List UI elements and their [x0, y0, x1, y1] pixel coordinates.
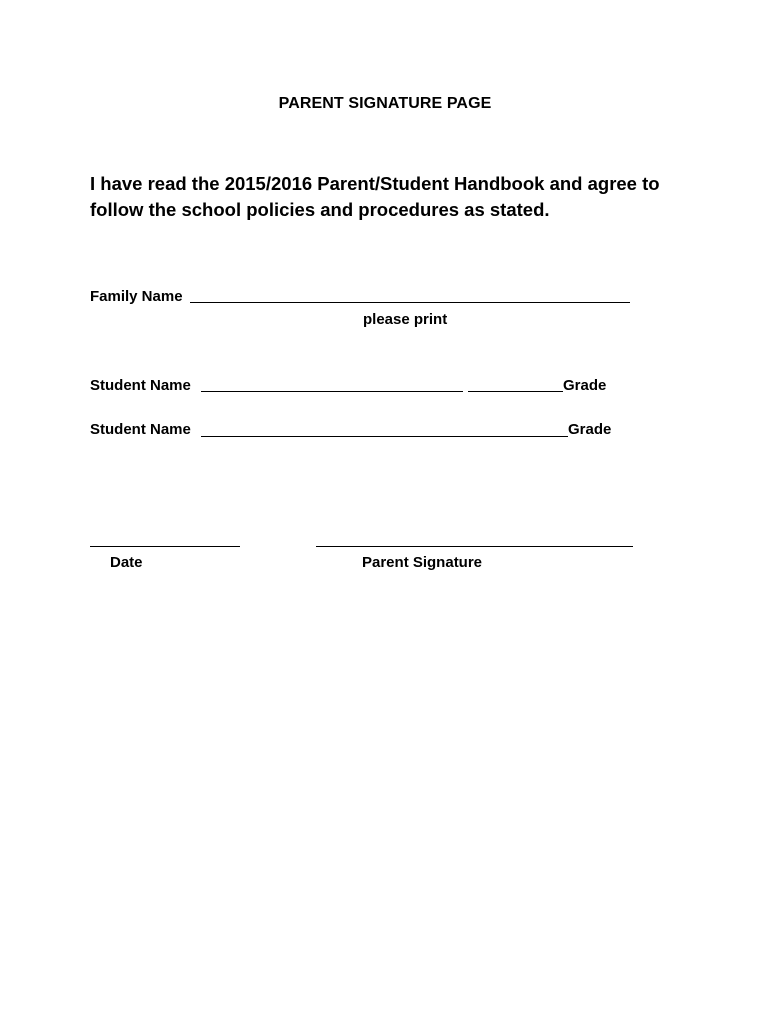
student-grade-field-1[interactable]	[468, 391, 563, 392]
student-name-field-1[interactable]	[201, 391, 463, 392]
parent-signature-field[interactable]	[316, 546, 633, 547]
student-name-label-1: Student Name	[90, 377, 191, 394]
agreement-statement: I have read the 2015/2016 Parent/Student Handbook and agree to follow the school policies and procedures as stated.	[90, 173, 660, 220]
page-title: PARENT SIGNATURE PAGE	[278, 95, 492, 112]
family-name-field[interactable]	[190, 302, 630, 303]
family-name-label: Family Name	[90, 288, 183, 305]
grade-label-2: Grade	[568, 421, 612, 438]
parent-signature-label: Parent Signature	[362, 554, 483, 571]
date-field[interactable]	[90, 546, 240, 547]
student-name-label-2: Student Name	[90, 421, 191, 438]
family-name-hint: please print	[363, 311, 448, 328]
grade-label-1: Grade	[563, 377, 607, 394]
date-label: Date	[110, 554, 143, 571]
student-name-grade-field-2[interactable]	[201, 436, 568, 437]
